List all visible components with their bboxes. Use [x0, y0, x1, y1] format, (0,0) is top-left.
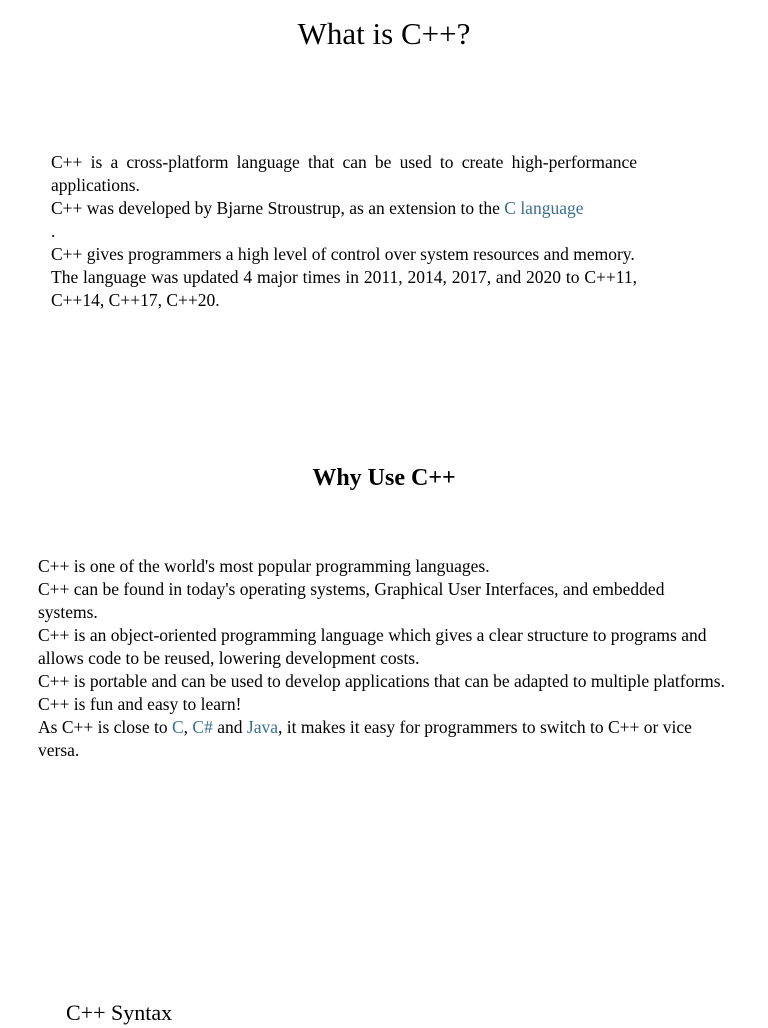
why-paragraph-5: C++ is fun and easy to learn!	[38, 694, 242, 714]
intro-paragraph-1: C++ is a cross-platform language that can be used to create high-performance applications.	[51, 152, 637, 195]
c-link[interactable]: C	[171, 717, 184, 737]
intro-paragraph-3: C++ gives programmers a high level of control over system resources and memory.	[51, 244, 635, 264]
why-use-section	[38, 555, 728, 762]
why-use-heading: Why Use C++	[312, 465, 456, 491]
intro-section	[51, 151, 637, 312]
c-language-link[interactable]: C language	[504, 198, 584, 218]
java-link[interactable]: Java	[246, 717, 278, 737]
why-paragraph-6	[38, 716, 728, 762]
intro-paragraph-2-text: C++ was developed by Bjarne Stroustrup, as an extension to the	[51, 198, 505, 218]
syntax-heading: C++ Syntax	[66, 1000, 173, 1025]
why-paragraph-3: C++ is an object-oriented programming language which gives a clear structure to programs and allows code to be reused, lowering development costs.	[38, 625, 707, 668]
page-title: What is C++?	[297, 16, 471, 51]
intro-paragraph-4: The language was updated 4 major times in 2011, 2014, 2017, and 2020 to C++11, C++14, C++17, C++20.	[51, 267, 637, 310]
why-paragraph-6-sep2: and	[212, 717, 247, 737]
why-paragraph-6-suffix: , it makes it easy for programmers to switch to C++ or vice versa.	[38, 717, 692, 760]
why-paragraph-4: C++ is portable and can be used to develop applications that can be adapted to multiple platforms.	[38, 671, 725, 691]
why-paragraph-2: C++ can be found in today's operating systems, Graphical User Interfaces, and embedded systems.	[38, 579, 665, 622]
intro-paragraph-2-period: .	[51, 221, 56, 241]
why-paragraph-1: C++ is one of the world's most popular programming languages.	[38, 556, 490, 576]
csharp-link[interactable]: C#	[192, 717, 213, 737]
why-paragraph-6-prefix: As C++ is close to	[38, 717, 172, 737]
intro-paragraph-2	[51, 197, 637, 243]
why-paragraph-6-sep1: ,	[183, 717, 193, 737]
